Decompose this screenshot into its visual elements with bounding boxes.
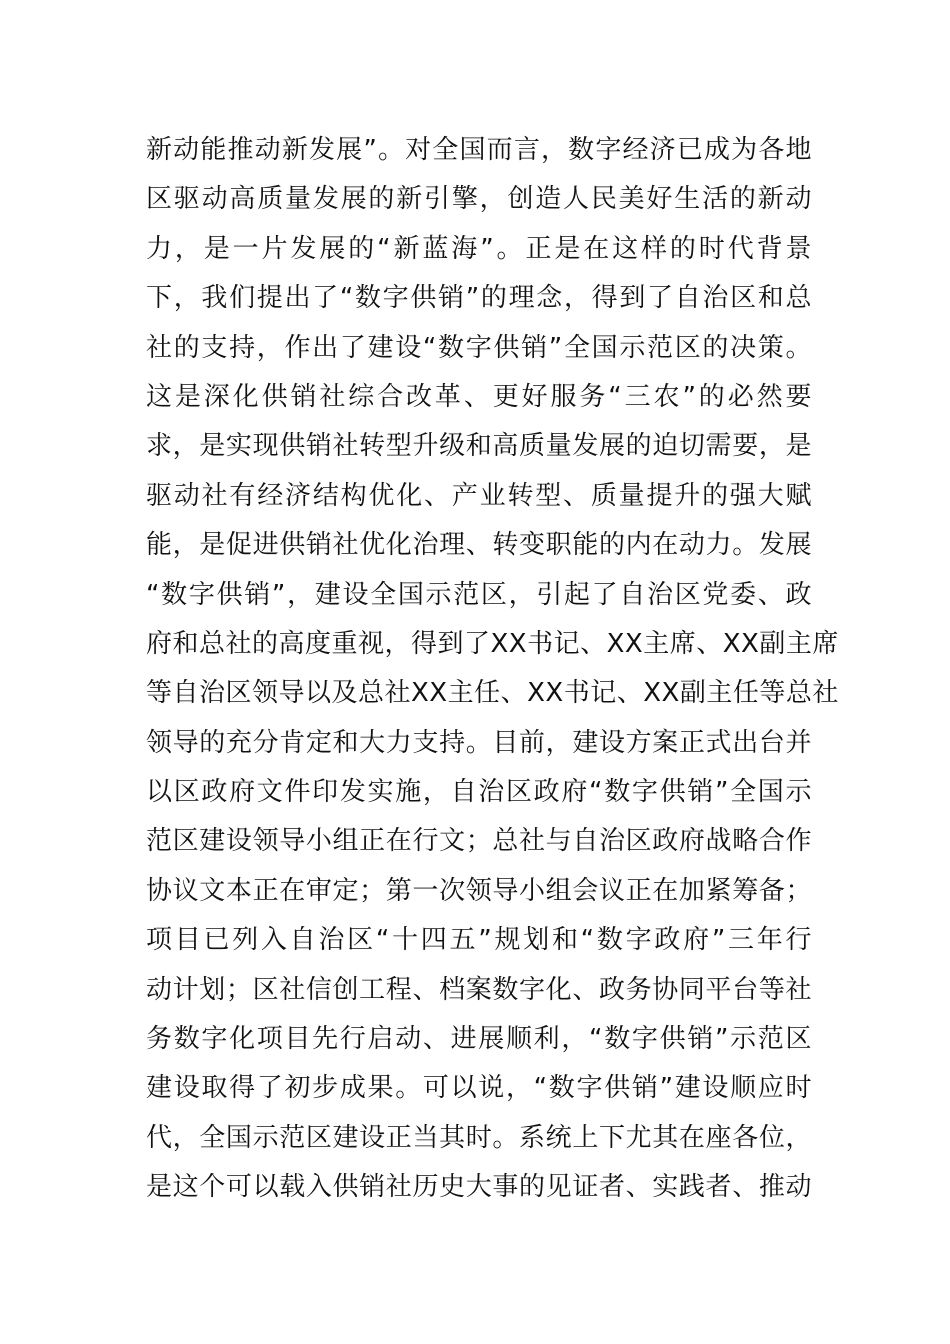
text-line: 区驱动高质量发展的新引擎，创造人民美好生活的新动 xyxy=(146,184,812,215)
text-line: 力，是一片发展的“新蓝海”。正是在这样的时代背景 xyxy=(146,233,812,264)
text-line: 建设取得了初步成果。可以说，“数字供销”建设顺应时 xyxy=(146,1073,812,1104)
text-line: 以区政府文件印发实施，自治区政府“数字供销”全国示 xyxy=(146,777,812,808)
text-line: 动计划；区社信创工程、档案数字化、政务协同平台等社 xyxy=(146,974,812,1005)
text-line: 领导的充分肯定和大力支持。目前，建设方案正式出台并 xyxy=(146,727,812,758)
text-line: 这是深化供销社综合改革、更好服务“三农”的必然要 xyxy=(146,381,812,412)
text-line: “数字供销”，建设全国示范区，引起了自治区党委、政 xyxy=(146,579,812,610)
text-line: 下，我们提出了“数字供销”的理念，得到了自治区和总 xyxy=(146,283,812,314)
body-text xyxy=(146,126,839,1213)
text-line: 范区建设领导小组正在行文；总社与自治区政府战略合作 xyxy=(146,826,812,857)
text-line: 等自治区领导以及总社XX主任、XX书记、XX副主任等总社 xyxy=(146,678,839,709)
text-line: 能，是促进供销社优化治理、转变职能的内在动力。发展 xyxy=(146,530,812,561)
text-line: 项目已列入自治区“十四五”规划和“数字政府”三年行 xyxy=(146,925,812,956)
text-line: 驱动社有经济结构优化、产业转型、质量提升的强大赋 xyxy=(146,480,812,511)
text-line: 代，全国示范区建设正当其时。系统上下尤其在座各位， xyxy=(146,1122,812,1153)
text-line: 是这个可以载入供销社历史大事的见证者、实践者、推动 xyxy=(146,1172,812,1203)
text-line: 社的支持，作出了建设“数字供销”全国示范区的决策。 xyxy=(146,332,812,363)
text-line: 协议文本正在审定；第一次领导小组会议正在加紧筹备； xyxy=(146,875,812,906)
text-line: 府和总社的高度重视，得到了XX书记、XX主席、XX副主席 xyxy=(146,628,839,659)
text-line: 务数字化项目先行启动、进展顺利，“数字供销”示范区 xyxy=(146,1024,812,1055)
text-line: 新动能推动新发展”。对全国而言，数字经济已成为各地 xyxy=(146,135,812,165)
text-line: 求，是实现供销社转型升级和高质量发展的迫切需要，是 xyxy=(146,431,812,462)
